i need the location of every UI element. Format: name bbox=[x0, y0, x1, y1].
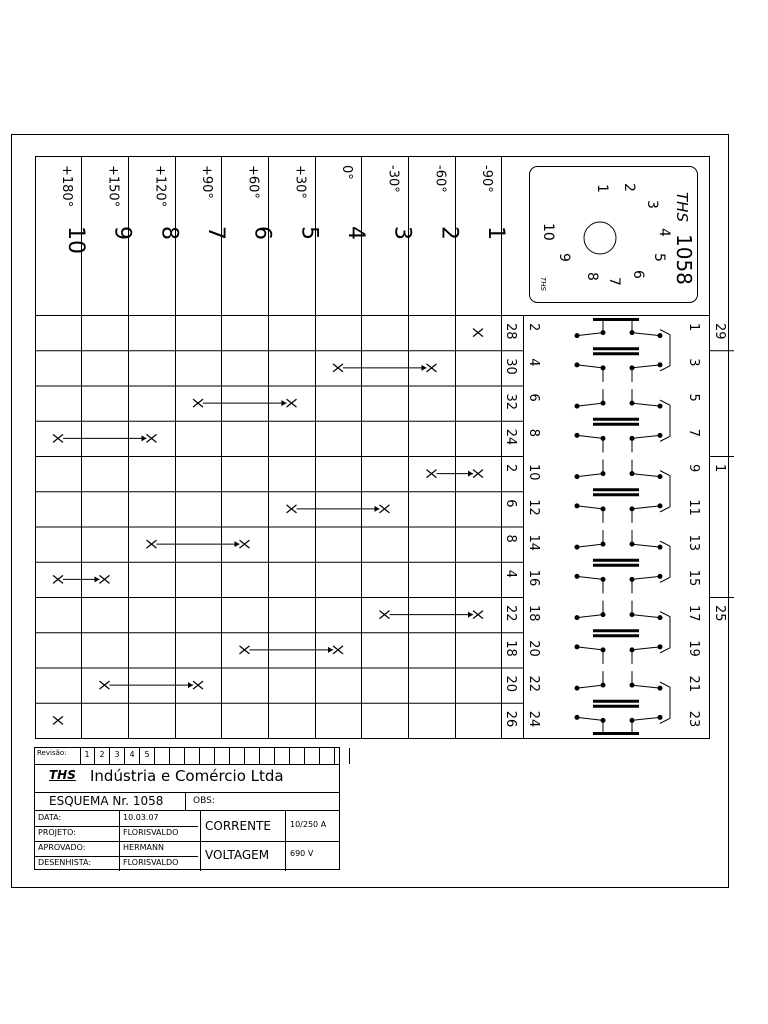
esquema-number: ESQUEMA Nr. 1058 bbox=[49, 794, 164, 808]
contact-x-mark bbox=[287, 399, 297, 407]
dial-position-number: 2 bbox=[621, 183, 637, 192]
bridge-number: 18 bbox=[503, 640, 518, 657]
contact-bar bbox=[593, 318, 639, 321]
revision-empty bbox=[155, 748, 170, 764]
dial-position-number: 4 bbox=[656, 228, 672, 237]
dial-brand-logo: THS bbox=[673, 192, 691, 222]
terminal-number-right: 19 bbox=[686, 640, 701, 657]
contact-x-mark bbox=[193, 681, 203, 689]
revision-empty bbox=[170, 748, 185, 764]
contact-x-mark bbox=[287, 505, 297, 513]
bridge-number: 30 bbox=[503, 358, 518, 375]
terminal-number-right: 15 bbox=[686, 569, 701, 587]
contact-lever bbox=[577, 685, 603, 688]
revision-empty bbox=[290, 748, 305, 764]
link-arrow bbox=[235, 541, 240, 547]
terminal-number-right: 3 bbox=[686, 358, 701, 367]
corrente-label: CORRENTE bbox=[205, 819, 271, 833]
contact-x-mark bbox=[147, 434, 157, 442]
contact-x-mark bbox=[100, 681, 110, 689]
voltagem-label: VOLTAGEM bbox=[205, 848, 270, 862]
contact-x-mark bbox=[427, 470, 437, 478]
data-label: DATA: bbox=[38, 813, 62, 822]
aprovado-label: APROVADO: bbox=[38, 843, 86, 852]
link-arrow bbox=[188, 682, 193, 688]
bridge-number: 4 bbox=[503, 569, 518, 579]
contact-x-mark bbox=[473, 329, 483, 337]
contact-lever bbox=[577, 647, 603, 650]
position-number-label: 9 bbox=[109, 226, 135, 240]
revision-empty bbox=[185, 748, 200, 764]
terminal-number-left: 8 bbox=[526, 428, 541, 438]
contact-bar bbox=[593, 493, 639, 496]
terminal-number-right: 9 bbox=[686, 464, 701, 473]
projeto-label: PROJETO: bbox=[38, 828, 76, 837]
position-number-label: 5 bbox=[296, 226, 322, 240]
revision-empty bbox=[245, 748, 260, 764]
contact-bar bbox=[593, 352, 639, 355]
link-arrow bbox=[375, 506, 380, 512]
contact-x-mark bbox=[333, 646, 343, 654]
contact-bar bbox=[593, 634, 639, 637]
terminal-number-right: 11 bbox=[686, 499, 701, 516]
contact-x-mark bbox=[380, 611, 390, 619]
dial-model-number: 1058 bbox=[672, 234, 696, 285]
terminal-number-right: 7 bbox=[686, 428, 701, 438]
contact-x-mark bbox=[193, 399, 203, 407]
contact-bar bbox=[593, 705, 639, 708]
contact-lever bbox=[632, 576, 660, 579]
company-logo: THS bbox=[49, 768, 76, 782]
contact-x-mark bbox=[53, 575, 63, 583]
terminal-number-left: 14 bbox=[526, 534, 541, 552]
title-block bbox=[34, 747, 340, 870]
dial-position-number: 10 bbox=[540, 223, 556, 241]
position-number-label: 3 bbox=[389, 226, 415, 240]
terminal-number-left: 10 bbox=[526, 464, 541, 481]
contact-lever bbox=[632, 544, 660, 547]
position-number-label: 7 bbox=[203, 226, 228, 240]
terminal-number-left: 22 bbox=[526, 675, 541, 693]
revision-1: 1 bbox=[80, 748, 95, 764]
link-arrow bbox=[95, 576, 100, 582]
contact-x-mark bbox=[473, 470, 483, 478]
revision-3: 3 bbox=[110, 748, 125, 764]
revision-empty bbox=[275, 748, 290, 764]
terminal-number-left: 16 bbox=[526, 569, 541, 587]
terminal-number-right: 17 bbox=[686, 605, 701, 622]
voltagem-value: 690 V bbox=[290, 849, 314, 858]
side-terminal-label: 29 bbox=[712, 323, 727, 340]
projeto-value: FLORISVALDO bbox=[123, 828, 179, 837]
bridge-number: 22 bbox=[503, 605, 518, 622]
contact-bar bbox=[593, 488, 639, 491]
position-angle-label: -90° bbox=[479, 165, 494, 193]
data-value: 10.03.07 bbox=[123, 813, 159, 822]
contact-lever bbox=[577, 506, 603, 509]
contact-lever bbox=[632, 685, 660, 688]
terminal-number-left: 12 bbox=[526, 499, 541, 516]
link-arrow bbox=[282, 400, 287, 406]
contact-lever bbox=[577, 615, 603, 618]
grid-frame bbox=[36, 157, 710, 739]
terminal-number-right: 21 bbox=[686, 675, 701, 693]
contact-x-mark bbox=[53, 434, 63, 442]
revision-2: 2 bbox=[95, 748, 110, 764]
terminal-number-left: 18 bbox=[526, 605, 541, 622]
contact-bar bbox=[593, 564, 639, 567]
contact-x-mark bbox=[240, 646, 250, 654]
bridge-number: 2 bbox=[503, 464, 518, 473]
corrente-value: 10/250 A bbox=[290, 820, 327, 829]
contact-lever bbox=[577, 333, 603, 336]
link-arrow bbox=[328, 647, 333, 653]
dial-position-number: 8 bbox=[584, 272, 600, 281]
contact-x-mark bbox=[333, 364, 343, 372]
bridge-number: 32 bbox=[503, 393, 518, 411]
position-angle-label: -30° bbox=[385, 165, 401, 193]
revision-empty bbox=[320, 748, 335, 764]
company-name: Indústria e Comércio Ltda bbox=[90, 767, 284, 785]
terminal-number-right: 13 bbox=[686, 534, 701, 552]
contact-bar bbox=[593, 732, 639, 735]
side-terminal-label: 1 bbox=[712, 464, 727, 473]
obs-label: OBS: bbox=[193, 796, 215, 806]
contact-lever bbox=[632, 647, 660, 650]
revision-5: 5 bbox=[140, 748, 155, 764]
contact-lever bbox=[577, 474, 603, 477]
contact-x-mark bbox=[240, 540, 250, 548]
position-angle-label: +90° bbox=[199, 165, 214, 199]
contact-bar bbox=[593, 629, 639, 632]
position-angle-label: +120° bbox=[152, 165, 168, 208]
bridge-number: 26 bbox=[503, 710, 518, 728]
contact-lever bbox=[577, 403, 603, 406]
contact-x-mark bbox=[427, 364, 437, 372]
contact-lever bbox=[577, 365, 603, 368]
desenhista-label: DESENHISTA: bbox=[38, 858, 92, 867]
contact-x-mark bbox=[380, 505, 390, 513]
contact-lever bbox=[632, 435, 660, 438]
terminal-number-right: 23 bbox=[686, 710, 701, 728]
revision-empty bbox=[260, 748, 275, 764]
position-number-label: 2 bbox=[436, 226, 462, 240]
revision-4: 4 bbox=[125, 748, 140, 764]
contact-lever bbox=[632, 403, 660, 406]
bridge-number: 24 bbox=[503, 428, 518, 446]
contact-x-mark bbox=[100, 575, 110, 583]
position-angle-label: +180° bbox=[59, 165, 74, 208]
terminal-number-left: 2 bbox=[526, 323, 541, 332]
dial-position-number: 5 bbox=[651, 253, 667, 262]
terminal-number-left: 20 bbox=[526, 640, 541, 657]
bridge-number: 20 bbox=[503, 675, 518, 693]
revisao-label: Revisão: bbox=[37, 749, 67, 757]
contact-bar bbox=[593, 418, 639, 421]
contact-bar bbox=[593, 423, 639, 426]
position-angle-label: -60° bbox=[432, 165, 448, 193]
contact-lever bbox=[632, 365, 660, 368]
terminal-number-left: 24 bbox=[526, 710, 541, 728]
position-number-label: 4 bbox=[343, 226, 368, 240]
position-angle-label: +150° bbox=[105, 165, 121, 208]
dial-position-number: 1 bbox=[594, 184, 610, 193]
bridge-number: 6 bbox=[503, 499, 518, 508]
contact-lever bbox=[577, 544, 603, 547]
dial-small-logo: THS bbox=[539, 277, 547, 291]
dial-shaft bbox=[584, 222, 616, 254]
dial-position-number: 9 bbox=[556, 253, 572, 262]
contact-x-mark bbox=[473, 611, 483, 619]
link-arrow bbox=[422, 365, 427, 371]
terminal-number-right: 5 bbox=[686, 393, 701, 402]
dial-position-number: 7 bbox=[606, 277, 622, 286]
link-arrow bbox=[468, 471, 473, 477]
contact-lever bbox=[632, 474, 660, 477]
revision-empty bbox=[200, 748, 215, 764]
terminal-number-right: 1 bbox=[686, 323, 701, 332]
bridge-number: 8 bbox=[503, 534, 518, 543]
contact-lever bbox=[632, 615, 660, 618]
contact-lever bbox=[577, 717, 603, 720]
link-arrow bbox=[468, 612, 473, 618]
position-number-label: 8 bbox=[156, 226, 182, 240]
position-number-label: 10 bbox=[63, 226, 88, 254]
contact-lever bbox=[577, 435, 603, 438]
contact-lever bbox=[632, 333, 660, 336]
aprovado-value: HERMANN bbox=[123, 843, 164, 852]
contact-x-mark bbox=[147, 540, 157, 548]
revision-empty bbox=[335, 748, 350, 764]
revision-empty bbox=[230, 748, 245, 764]
desenhista-value: FLORISVALDO bbox=[123, 858, 179, 867]
dial-position-number: 6 bbox=[630, 270, 646, 279]
contact-lever bbox=[632, 506, 660, 509]
bridge-number: 28 bbox=[503, 323, 518, 340]
contact-lever bbox=[577, 576, 603, 579]
revision-empty bbox=[305, 748, 320, 764]
position-number-label: 1 bbox=[483, 226, 508, 240]
terminal-number-left: 4 bbox=[526, 358, 541, 367]
link-arrow bbox=[142, 435, 147, 441]
position-angle-label: +60° bbox=[245, 165, 261, 199]
contact-bar bbox=[593, 559, 639, 562]
contact-bar bbox=[593, 347, 639, 350]
terminal-number-left: 6 bbox=[526, 393, 541, 402]
position-angle-label: +30° bbox=[292, 165, 308, 199]
position-number-label: 6 bbox=[249, 226, 275, 240]
side-terminal-label: 25 bbox=[712, 605, 727, 622]
revision-empty bbox=[215, 748, 230, 764]
contact-x-mark bbox=[53, 716, 63, 724]
contact-lever bbox=[632, 717, 660, 720]
dial-position-number: 3 bbox=[644, 200, 660, 209]
contact-bar bbox=[593, 700, 639, 703]
position-angle-label: 0° bbox=[339, 165, 354, 180]
